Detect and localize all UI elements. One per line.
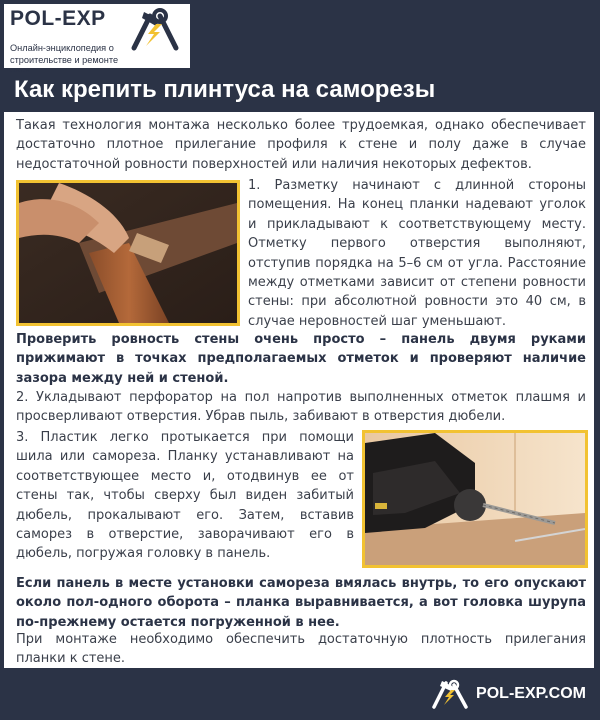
step-2-text: 2. Укладывают перфоратор на пол напротив выполненных отметок плашмя и просверливают отверстия. Убрав пыль, забивают в отверстия дюбели. (16, 390, 586, 425)
outro-paragraph: При монтаже необходимо обеспечить достаточную плотность прилегания планки к стене. (16, 632, 586, 667)
logo-tagline: Онлайн-энциклопедия о строительстве и ремонте (10, 43, 119, 65)
hammer-wrench-lightning-icon (430, 679, 470, 709)
photo-drill-dowel (362, 430, 588, 568)
tip-2-bold: Если панель в месте установки самореза вмялась внутрь, то его опускают около пол-одного оборота – планка выравнивается, а вот головка шурупа по-прежнему остается погруженной в нее. (16, 576, 586, 630)
footer-site-name: POL-EXP.COM (476, 685, 586, 702)
tip-1-bold: Проверить ровность стены очень просто – панель двумя руками прижимают в точках предполагаемых отметок и проверяют наличие зазора между ней и стеной. (16, 332, 586, 386)
intro-paragraph: Такая технология монтажа несколько более трудоемкая, однако обеспечивает достаточно плотное прилегание профиля к стене и полу даже в случае недостаточной ровности поверхностей или наличия некоторых дефектов. (16, 118, 586, 172)
page-title: Как крепить плинтуса на саморезы (4, 72, 492, 108)
footer-site-link[interactable] (430, 678, 586, 710)
site-logo[interactable] (4, 4, 190, 68)
photo-baseboard-corner (16, 180, 240, 326)
logo-name: POL-EXP (10, 7, 106, 30)
article-body (4, 112, 594, 668)
step-1-text: 1. Разметку начинают с длинной стороны помещения. На конец планки надевают уголок и прикладывают к соответствующему месту. Отметку первого отверстия выполняют, отступив порядка на 5–6 см от угла. Расстояние между отметками зависит от степени ровности стены: при абсолютной ровности это 40 см, в случае неровностей шаг уменьшают. (248, 178, 586, 329)
step-3-text: 3. Пластик легко протыкается при помощи шила или самореза. Планку устанавливают на соответствующее место и, отодвинув ее от стены так, чтобы сверху был виден забитый дюбель, прокалывают его. Затем, вставив саморез в отверстие, заворачивают его в дюбель, погружая головку в панель. (16, 430, 354, 562)
